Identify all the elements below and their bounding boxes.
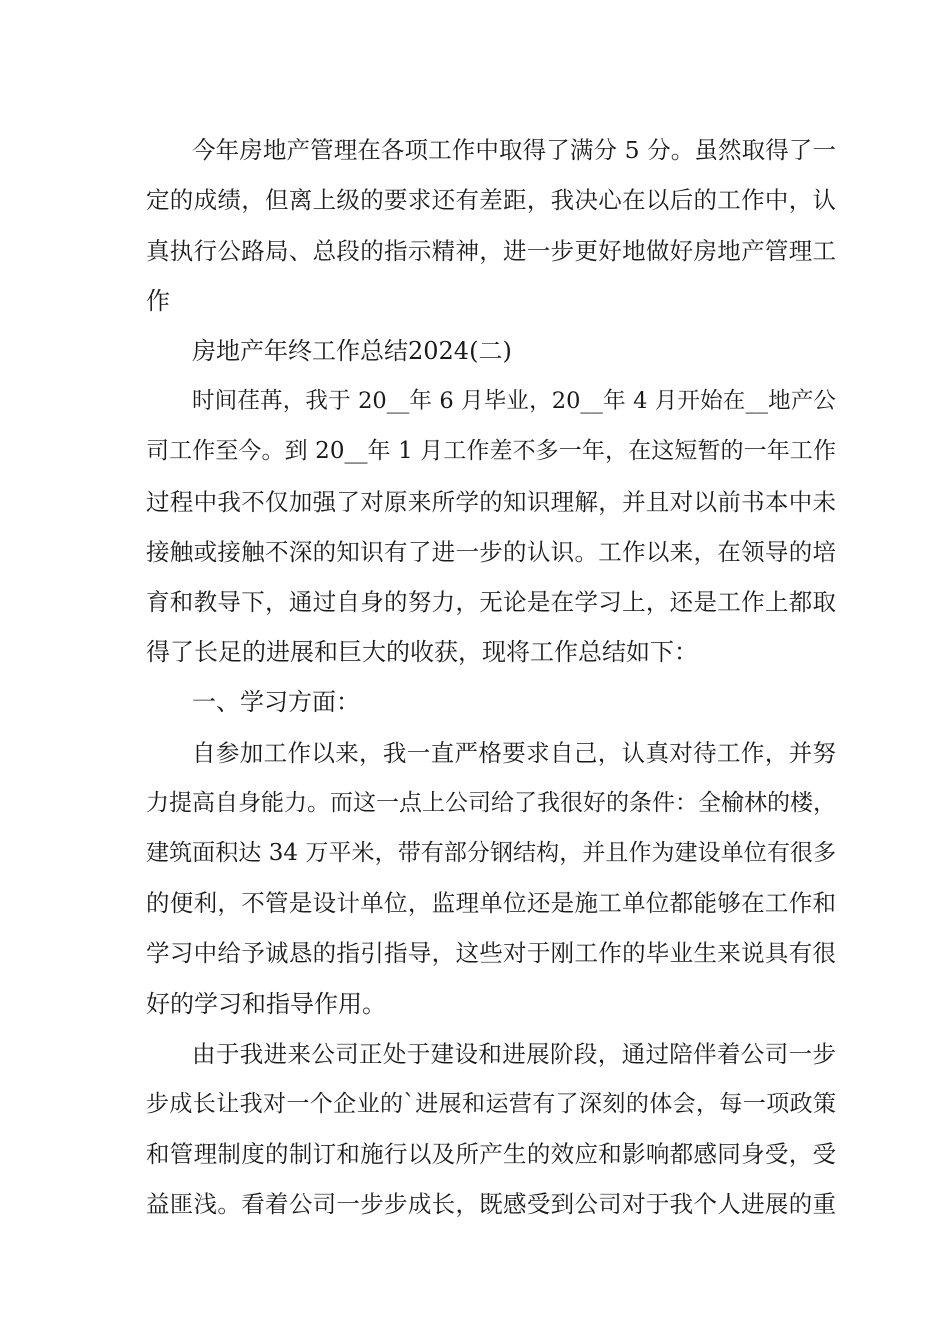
paragraph-3-line-1: 自参加工作以来，我一直严格要求自己，认真对待工作，并努	[192, 739, 836, 767]
paragraph-4-line-3: 和管理制度的制订和施行以及所产生的效应和影响都感同身受，受	[146, 1140, 836, 1168]
paragraph-2-line-1: 时间荏苒，我于 20__年 6 月毕业，20__年 4 月开始在__地产公	[192, 388, 836, 414]
paragraph-1-line-4: 作	[146, 287, 170, 315]
paragraph-2-line-3: 过程中我不仅加强了对原来所学的知识理解，并且对以前书本中未	[146, 488, 836, 516]
paragraph-3-line-6: 好的学习和指导作用。	[146, 990, 386, 1018]
paragraph-4-line-1: 由于我进来公司正处于建设和进展阶段，通过陪伴着公司一步	[192, 1040, 836, 1068]
section-title: 房地产年终工作总结2024(二)	[192, 337, 512, 365]
paragraph-3-line-2: 力提高自身能力。而这一点上公司给了我很好的条件：全榆林的楼，	[146, 790, 836, 816]
paragraph-2-line-4: 接触或接触不深的知识有了进一步的认识。工作以来，在领导的培	[146, 538, 836, 566]
paragraph-2-line-2: 司工作至今。到 20__年 1 月工作差不多一年，在这短暂的一年工作	[146, 438, 836, 464]
paragraph-3-line-5: 学习中给予诚恳的指引指导，这些对于刚工作的毕业生来说具有很	[146, 939, 836, 967]
paragraph-3-line-4: 的便利，不管是设计单位，监理单位还是施工单位都能够在工作和	[146, 889, 836, 917]
paragraph-2-line-5: 育和教导下，通过自身的努力，无论是在学习上，还是工作上都取	[146, 588, 836, 616]
paragraph-1-line-2: 定的成绩，但离上级的要求还有差距，我决心在以后的工作中，认	[146, 186, 836, 214]
paragraph-3-line-3: 建筑面积达 34 万平米，带有部分钢结构，并且作为建设单位有很多	[146, 840, 836, 866]
subsection-title: 一、学习方面：	[192, 688, 360, 716]
paragraph-1-line-1: 今年房地产管理在各项工作中取得了满分 5 分。虽然取得了一	[192, 136, 836, 164]
paragraph-1-line-3: 真执行公路局、总段的指示精神，进一步更好地做好房地产管理工	[146, 237, 836, 265]
paragraph-2-line-6: 得了长足的进展和巨大的收获，现将工作总结如下：	[146, 638, 698, 666]
paragraph-4-line-2: 步成长让我对一个企业的`进展和运营有了深刻的体会，每一项政策	[146, 1091, 836, 1117]
paragraph-4-line-4: 益匪浅。看着公司一步步成长，既感受到公司对于我个人进展的重	[146, 1190, 836, 1218]
